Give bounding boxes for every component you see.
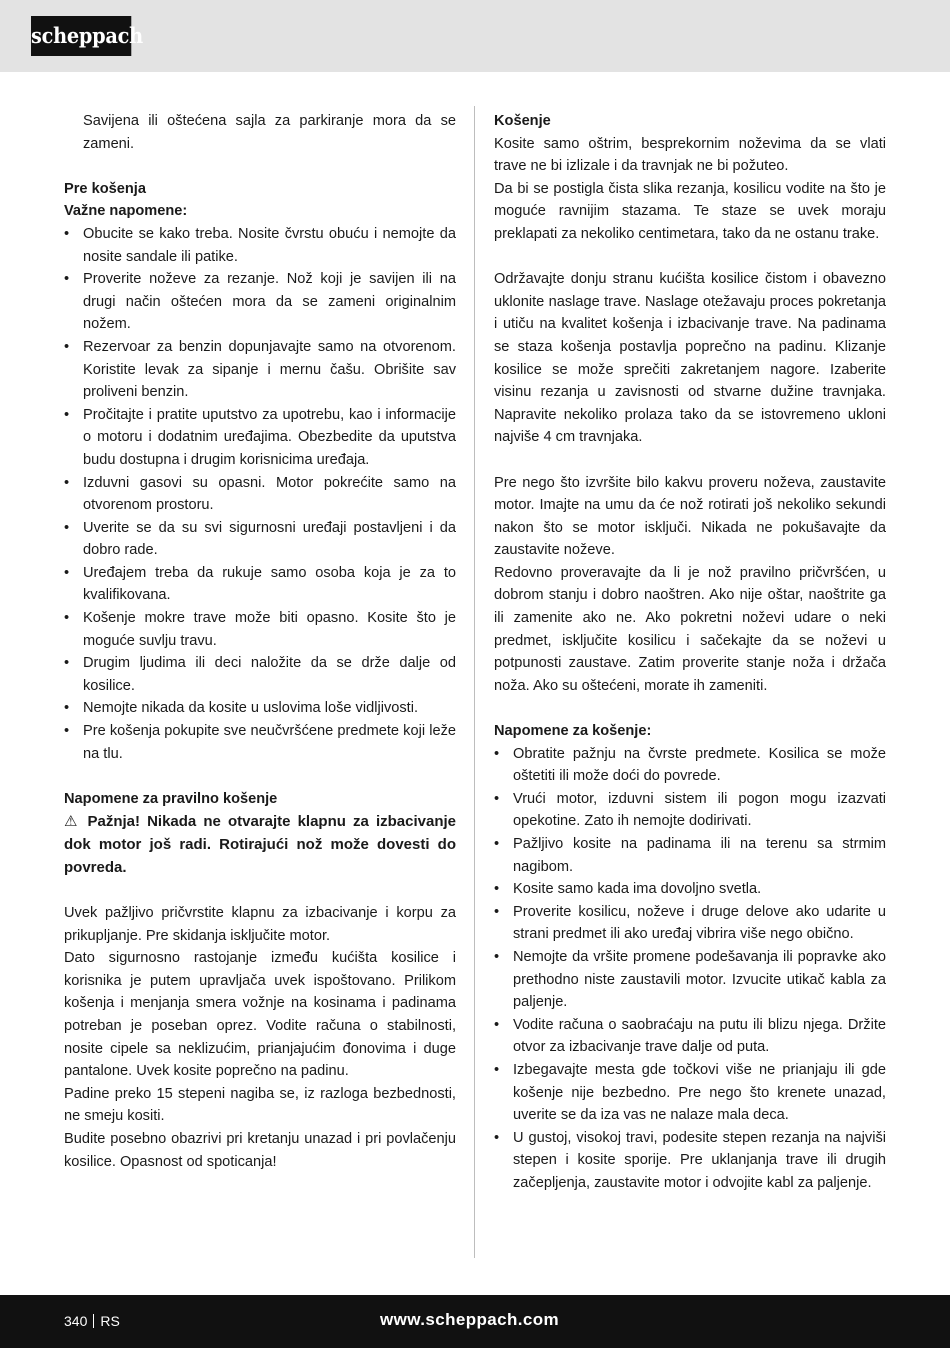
correct-mowing-heading: Napomene za pravilno košenje (64, 790, 278, 807)
paragraph: Uvek pažljivo pričvrstite klapnu za izbacivanje i korpu za prikupljanje. Pre skidanja isključite motor. (64, 905, 456, 944)
paragraph: Održavajte donju stranu kućišta kosilice čistom i obavezno uklonite naslage trave. Naslage otežavaju proces pokretanja i utiču na kvalitet košenja i izbacivanje trave. Na padinama se staza košenja postavlja poprečno na padinu. Klizanje kosilice se može sprečiti zakretanjem nagore. Izaberite visinu rezanja u zavisnosti od stvarne dužine travnjaka. Napravite nekoliko prolaza tako da se istovremeno ukloni najviše 4 cm travnjaka. (494, 271, 886, 446)
column-divider (474, 106, 475, 1258)
list-item: • Obucite se kako treba. Nosite čvrstu obuću i nemojte da nosite sandale ili patike. (64, 225, 456, 265)
page-footer (0, 1295, 950, 1348)
paragraph: Pre nego što izvršite bilo kakvu proveru noževa, zaustavite motor. Imajte na umu da će nož rotirati još nekoliko sekundi nakon što se motor isključi. Nikada ne pokušavajte da zaustavite noževe. (494, 474, 886, 559)
mowing-notes-list (494, 743, 886, 1195)
warning-triangle-icon: ⚠ (64, 813, 81, 831)
list-item: • Proverite noževe za rezanje. Nož koji je savijen ili na drugi način oštećen mora da se zameni originalnim nožem. (64, 271, 456, 333)
language-code: RS (100, 1313, 120, 1329)
important-notes-list (64, 223, 456, 765)
paragraph: Da bi se postigla čista slika rezanja, kosilicu vodite na što je moguće ravnijim stazama. Te staze se uvek moraju preklapati za nekoliko centimetara, tako da ne ostanu trake. (494, 180, 886, 242)
list-item: • Proverite kosilicu, noževe i druge delove ako udarite u strani predmet ili ako uređaj vibrira više nego obično. (494, 903, 886, 943)
paragraph: Kosite samo oštrim, besprekornim noževima da se vlati trave ne bi izlizale i da travnjak ne bi požuteo. (494, 135, 886, 175)
paragraph: Padine preko 15 stepeni nagiba se, iz razloga bezbednosti, ne smeju kositi. (64, 1085, 456, 1125)
scheppach-logo: scheppach (31, 16, 131, 56)
list-item: • Pažljivo kosite na padinama ili na terenu sa strmim nagibom. (494, 836, 886, 875)
page-number: 340 RS (64, 1313, 120, 1329)
list-item: • Nemojte da vršite promene podešavanja ili popravke ako prethodno niste zaustavili motor. Izvucite utikač kabla za paljenje. (494, 948, 886, 1011)
mowing-notes-heading: Napomene za košenje: (494, 723, 652, 740)
important-notes-heading: Važne napomene: (64, 203, 188, 220)
paragraph: Redovno proveravajte da li je nož pravilno pričvršćen, u dobrom stanju i dobro naoštren. Ako nije oštar, naoštrite ga ili zamenite ako ne. Ako pokretni noževi udare o neki predmet, isključite kosilicu i sačekajte da se noževi u potpunosti zaustave. Zatim proverite stanje noža i držača noža. Ako su oštećeni, morate ih zameniti. (494, 564, 886, 694)
pre-mowing-heading: Pre košenja (64, 180, 146, 197)
right-column (494, 110, 886, 1195)
page-header (0, 0, 950, 72)
list-item: • Izbegavajte mesta gde točkovi više ne prianjaju ili gde košenje nije bezbedno. Pre nego što krenete unazad, uverite se da iza vas ne nalaze mala deca. (494, 1061, 886, 1124)
list-item: • Izduvni gasovi su opasni. Motor pokrećite samo na otvorenom prostoru. (64, 474, 456, 514)
list-item: • Nemojte nikada da kosite u uslovima loše vidljivosti. (64, 700, 419, 717)
list-item: • Rezervoar za benzin dopunjavajte samo na otvorenom. Koristite levak za sipanje i mernu čašu. Obrišite sav proliveni benzin. (64, 338, 456, 401)
list-item: • U gustoj, visokoj travi, podesite stepen rezanja na najviši stepen i kosite sporije. Pre uklanjanja trave ili drugih začepljenja, zaustavite motor i odvojite kabl za paljenje. (494, 1129, 886, 1191)
left-column (64, 110, 456, 1173)
paragraph: Budite posebno obazrivi pri kretanju unazad i pri povlačenju kosilice. Opasnost od spoticanja! (64, 1130, 456, 1170)
list-item: • Košenje mokre trave može biti opasno. Kosite što je moguće suvlju travu. (64, 610, 456, 649)
list-item: • Kosite samo kada ima dovoljno svetla. (494, 881, 762, 898)
list-item: • Pročitajte i pratite uputstvo za upotrebu, kao i informacije o motoru i dodatnim uređajima. Obezbedite da uputstva budu dostupna i drugim korisnicima uređaja. (64, 406, 456, 468)
list-item: • Vodite računa o saobraćaju na putu ili blizu njega. Držite otvor za izbacivanje trave dalje od puta. (494, 1016, 886, 1056)
list-item: • Vrući motor, izduvni sistem ili pogon mogu izazvati opekotine. Zato ih nemojte dodirivati. (494, 790, 886, 830)
list-item: • Drugim ljudima ili deci naložite da se drže dalje od kosilice. (64, 655, 456, 694)
intro-text: Savijena ili oštećena sajla za parkiranje mora da se zameni. (83, 113, 456, 152)
warning-notice: ⚠ Pažnja! Nikada ne otvarajte klapnu za izbacivanje dok motor još radi. Rotirajući nož može dovesti do povreda. (64, 813, 456, 877)
list-item: • Pre košenja pokupite sve neučvršćene predmete koji leže na tlu. (64, 723, 456, 762)
paragraph: Dato sigurnosno rastojanje između kućišta kosilice i korisnika je putem upravljača uvek ispoštovano. Prilikom košenja i menjanja smera vožnje na kosinama i padinama potreban je poseban oprez. Vodite računa o stabilnosti, nosite cipele sa neklizućim, prianjajućim đonovima i duge pantalone. Uvek kosite poprečno na padinu. (64, 950, 456, 1080)
list-item: • Uređajem treba da rukuje samo osoba koja je za to kvalifikovana. (64, 564, 456, 604)
list-item: • Uverite se da su svi sigurnosni uređaji postavljeni i da dobro rade. (64, 519, 456, 559)
mowing-heading: Košenje (494, 113, 551, 129)
website-url: www.scheppach.com (380, 1310, 560, 1329)
list-item: • Obratite pažnju na čvrste predmete. Kosilica se može oštetiti ili može doći do povrede. (494, 745, 886, 785)
